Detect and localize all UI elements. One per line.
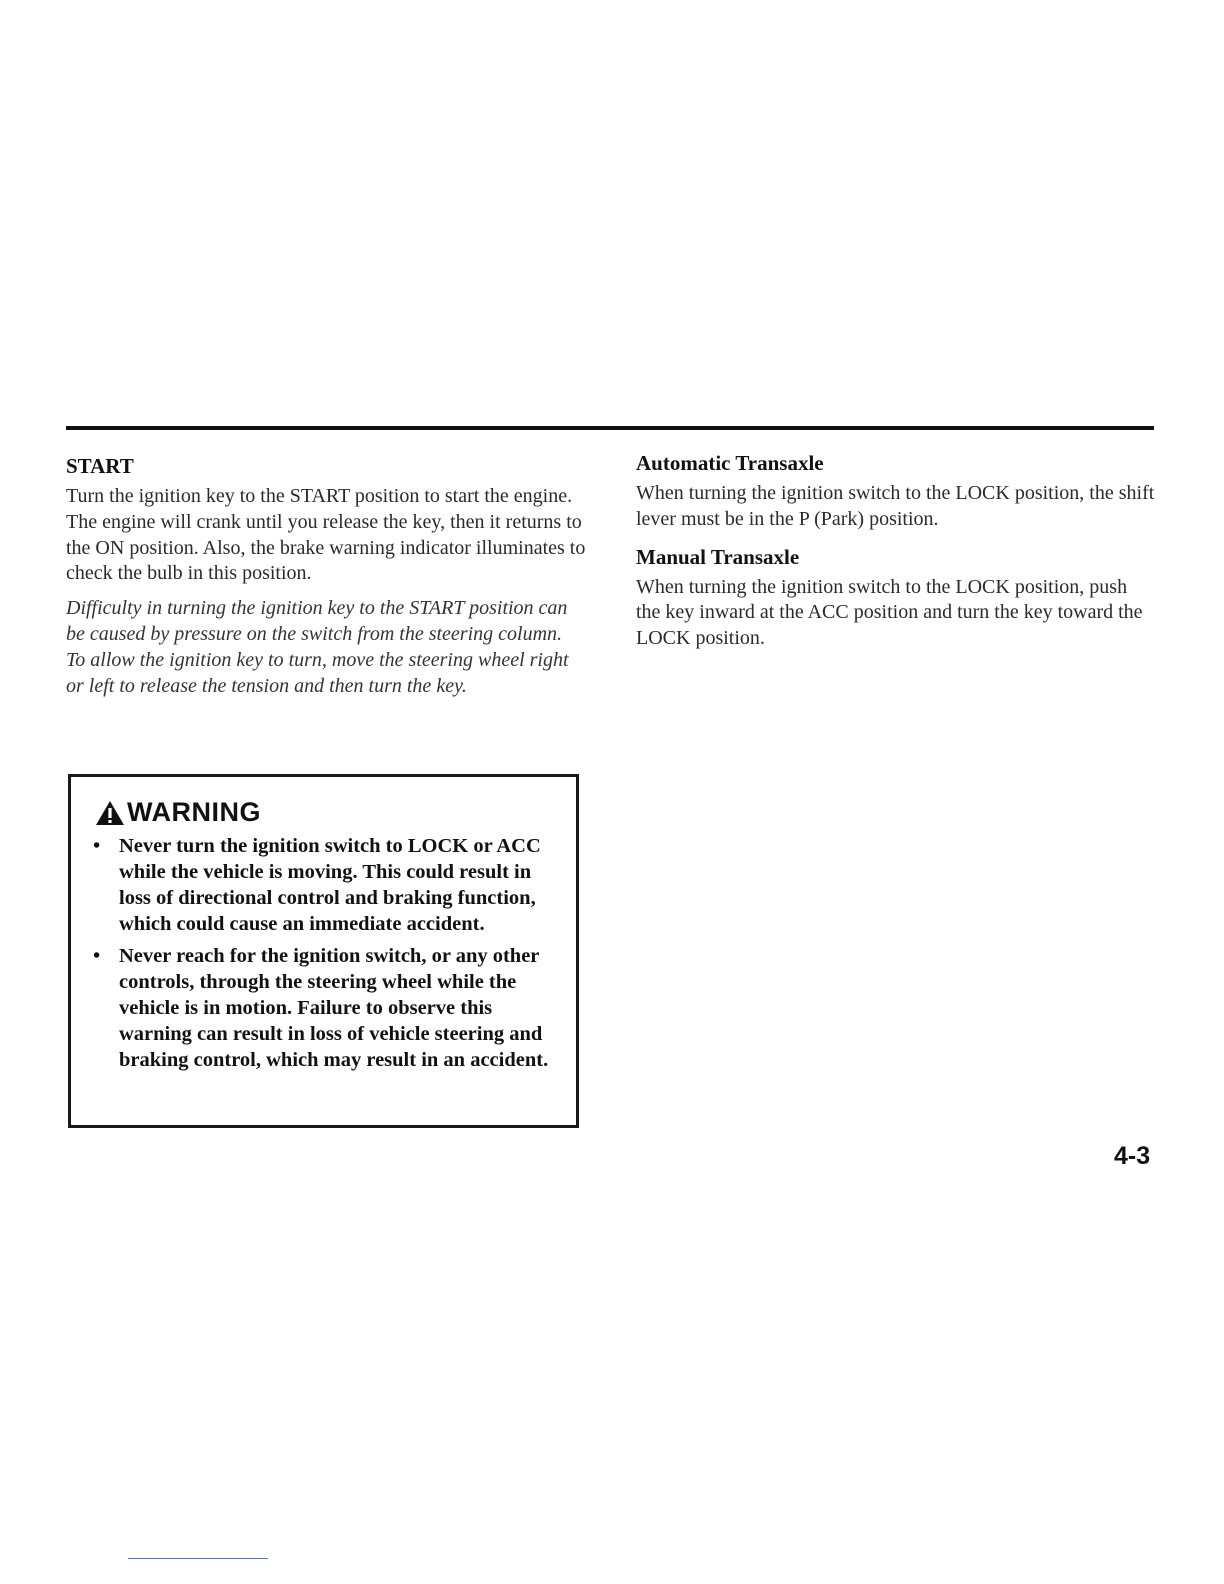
top-rule (66, 426, 1154, 430)
footer-line (128, 1558, 268, 1559)
warning-box (68, 774, 579, 1128)
right-column (636, 449, 1156, 652)
warning-item (89, 833, 559, 937)
automatic-transaxle-body: When turning the ignition switch to the LOCK position, the shift lever must be in the P (Park) position. (636, 482, 1155, 530)
manual-transaxle-body: When turning the ignition switch to the LOCK position, push the key inward at the ACC position and turn the key toward the LOCK position. (636, 575, 1143, 650)
start-body: Turn the ignition key to the START position to start the engine. The engine will crank until you release the key, then it returns to the ON position. Also, the brake warning indicator illuminates to check the bulb in this position. (66, 485, 586, 585)
manual-transaxle-heading: Manual Transaxle (636, 544, 800, 569)
warning-list (89, 833, 559, 1079)
warning-title (95, 797, 261, 828)
automatic-transaxle-heading: Automatic Transaxle (636, 451, 824, 475)
warning-title-text: WARNING (127, 797, 261, 827)
start-note: Difficulty in turning the ignition key to the START position can be caused by pressure on the switch from the steering column. To allow the ignition key to turn, move the steering wheel right or left to release the tension and then turn the key. (66, 597, 569, 697)
page-number: 4-3 (1114, 1142, 1151, 1170)
warning-item (89, 943, 559, 1073)
warning-item-text: Never turn the ignition switch to LOCK or ACC while the vehicle is moving. This could result in loss of directional control and braking function, which could cause an immediate accident. (119, 835, 541, 935)
warning-triangle-icon (95, 800, 125, 826)
bullet: • (93, 945, 101, 967)
left-column (66, 452, 586, 699)
warning-item-text: Never reach for the ignition switch, or any other controls, through the steering wheel while the vehicle is in motion. Failure to observe this warning can result in loss of vehicle steering and braking control, which may result in an accident. (119, 945, 549, 1071)
start-heading: START (66, 454, 134, 478)
bullet: • (93, 835, 101, 857)
